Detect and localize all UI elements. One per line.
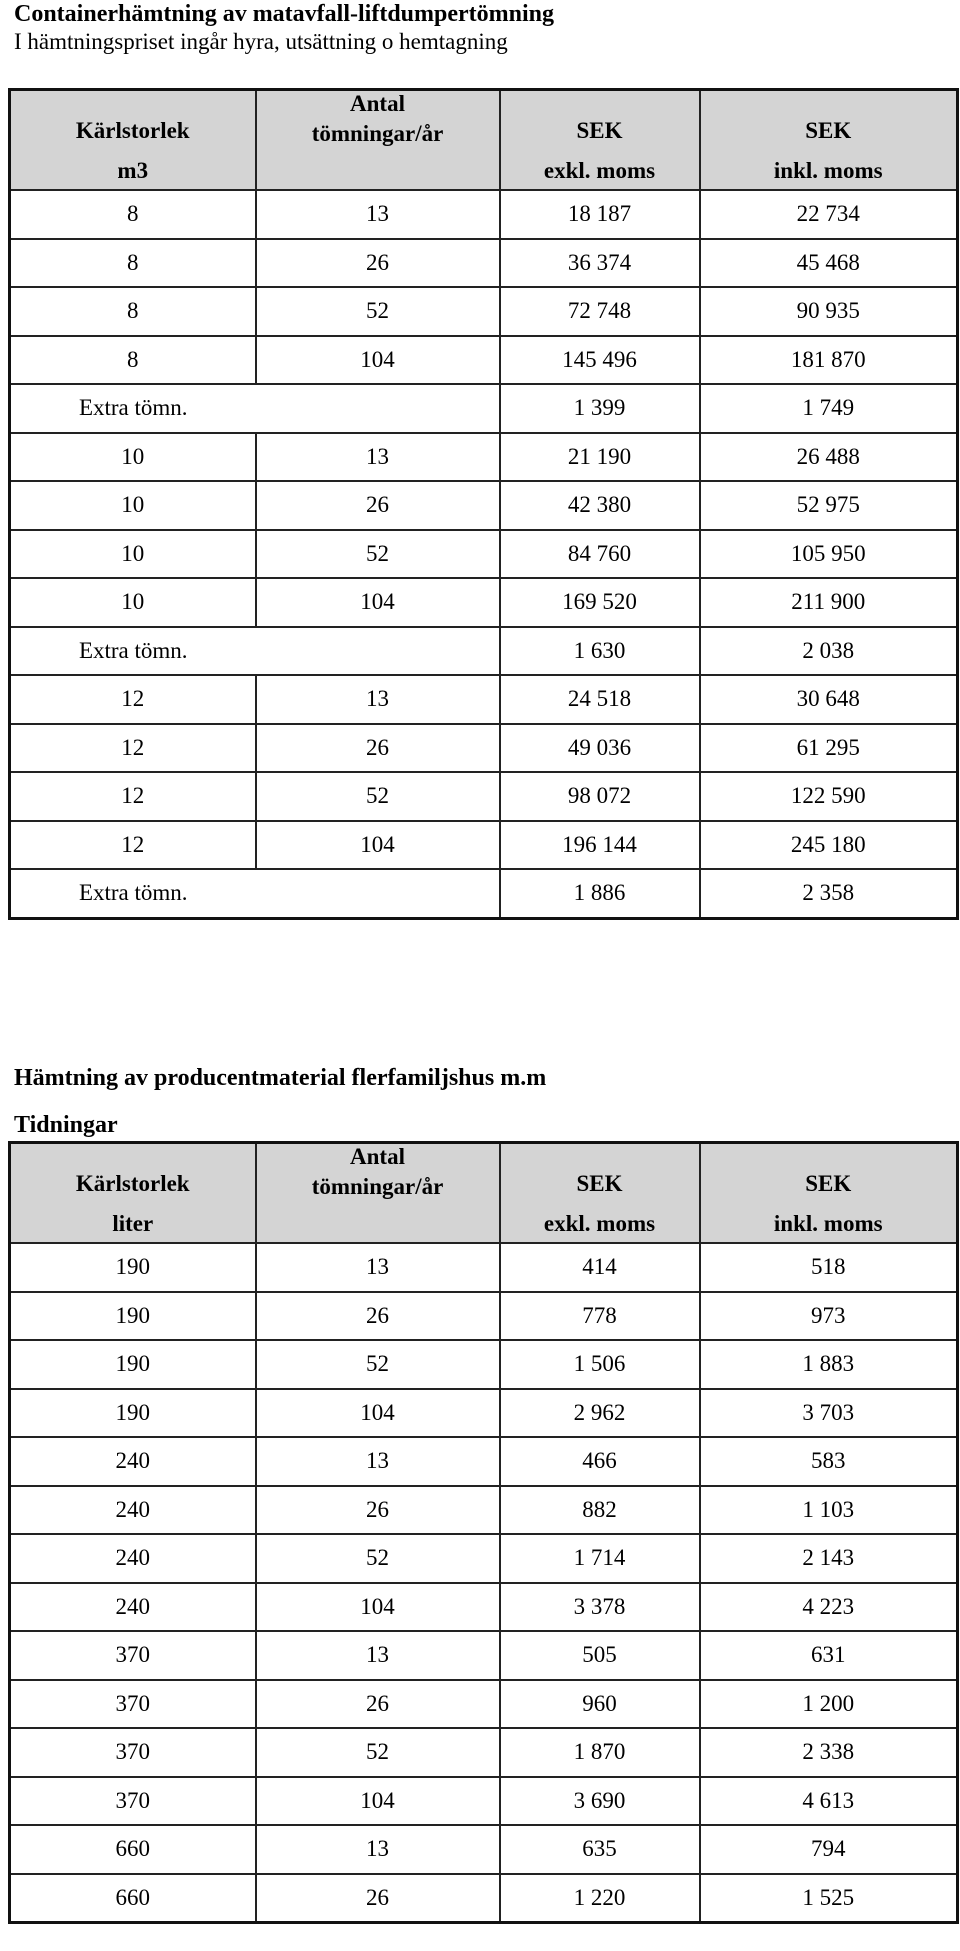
- header-count-label-top: Antal: [350, 91, 405, 116]
- cell-count: 104: [256, 1583, 500, 1632]
- table-row: [10, 1583, 958, 1632]
- table-row: [10, 772, 958, 821]
- cell-price-excl: 960: [500, 1680, 700, 1729]
- cell-price-excl: 49 036: [500, 724, 700, 773]
- cell-size: 240: [10, 1534, 256, 1583]
- cell-price-excl: 145 496: [500, 336, 700, 385]
- container-price-table: [8, 88, 959, 920]
- cell-price-excl: 1 630: [500, 627, 700, 676]
- cell-price-excl: 21 190: [500, 433, 700, 482]
- section2-title: Hämtning av producentmaterial flerfamiljshus m.m: [14, 1065, 547, 1091]
- cell-price-excl: 1 220: [500, 1874, 700, 1923]
- cell-extra-label: Extra tömn.: [10, 627, 256, 676]
- cell-size: 8: [10, 287, 256, 336]
- cell-price-incl: 30 648: [700, 675, 958, 724]
- cell-size: 370: [10, 1631, 256, 1680]
- cell-size: 370: [10, 1680, 256, 1729]
- header-size: [10, 90, 256, 191]
- cell-price-incl: 2 358: [700, 869, 958, 918]
- cell-size: 190: [10, 1243, 256, 1292]
- cell-price-incl: 4 223: [700, 1583, 958, 1632]
- table-row: [10, 190, 958, 239]
- cell-price-incl: 26 488: [700, 433, 958, 482]
- cell-count: 13: [256, 1437, 500, 1486]
- table-row: [10, 1680, 958, 1729]
- cell-price-excl: 36 374: [500, 239, 700, 288]
- section1-subtitle: I hämtningspriset ingår hyra, utsättning o hemtagning: [14, 29, 508, 54]
- cell-price-excl: 635: [500, 1825, 700, 1874]
- table-row: [10, 1340, 958, 1389]
- header-count-label-bottom: tömningar/år: [311, 1174, 444, 1199]
- header-count-label-top: Antal: [350, 1144, 405, 1169]
- cell-size: 8: [10, 190, 256, 239]
- cell-empty: [256, 627, 500, 676]
- cell-count: 104: [256, 1389, 500, 1438]
- cell-price-excl: 1 714: [500, 1534, 700, 1583]
- header-count: [256, 1143, 500, 1244]
- cell-price-incl: 90 935: [700, 287, 958, 336]
- cell-price-excl: 778: [500, 1292, 700, 1341]
- table-row: [10, 821, 958, 870]
- table-row: [10, 869, 958, 918]
- cell-empty: [256, 384, 500, 433]
- cell-count: 13: [256, 190, 500, 239]
- header-excl: [500, 90, 700, 191]
- cell-size: 660: [10, 1825, 256, 1874]
- cell-price-incl: 122 590: [700, 772, 958, 821]
- cell-size: 8: [10, 336, 256, 385]
- cell-size: 12: [10, 724, 256, 773]
- cell-count: 104: [256, 1777, 500, 1826]
- header-excl-label: SEK: [576, 118, 623, 143]
- header-incl: [700, 90, 958, 191]
- cell-price-excl: 98 072: [500, 772, 700, 821]
- cell-price-excl: 1 399: [500, 384, 700, 433]
- table-row: [10, 1292, 958, 1341]
- cell-count: 26: [256, 1486, 500, 1535]
- cell-price-incl: 211 900: [700, 578, 958, 627]
- cell-price-incl: 631: [700, 1631, 958, 1680]
- cell-price-incl: 2 143: [700, 1534, 958, 1583]
- cell-price-excl: 84 760: [500, 530, 700, 579]
- cell-size: 10: [10, 530, 256, 579]
- cell-count: 104: [256, 578, 500, 627]
- cell-price-excl: 1 870: [500, 1728, 700, 1777]
- cell-count: 26: [256, 1292, 500, 1341]
- cell-price-incl: 45 468: [700, 239, 958, 288]
- cell-count: 26: [256, 481, 500, 530]
- newspaper-price-table: [8, 1141, 959, 1924]
- cell-price-incl: 794: [700, 1825, 958, 1874]
- cell-count: 52: [256, 1534, 500, 1583]
- cell-size: 8: [10, 239, 256, 288]
- table-row: [10, 578, 958, 627]
- cell-price-excl: 24 518: [500, 675, 700, 724]
- table-row: [10, 1486, 958, 1535]
- cell-count: 52: [256, 530, 500, 579]
- cell-count: 52: [256, 1340, 500, 1389]
- cell-price-excl: 169 520: [500, 578, 700, 627]
- header-incl-label: SEK: [805, 1171, 852, 1196]
- cell-price-incl: 2 038: [700, 627, 958, 676]
- cell-count: 13: [256, 675, 500, 724]
- table-row: [10, 1825, 958, 1874]
- cell-size: 370: [10, 1728, 256, 1777]
- header-excl: [500, 1143, 700, 1244]
- cell-price-incl: 105 950: [700, 530, 958, 579]
- table-row: [10, 336, 958, 385]
- cell-size: 240: [10, 1486, 256, 1535]
- header-excl-unit: exkl. moms: [543, 158, 656, 183]
- cell-price-incl: 181 870: [700, 336, 958, 385]
- table-row: [10, 287, 958, 336]
- header-size-label: Kärlstorlek: [75, 1171, 190, 1196]
- cell-price-incl: 1 749: [700, 384, 958, 433]
- cell-price-incl: 245 180: [700, 821, 958, 870]
- cell-price-incl: 4 613: [700, 1777, 958, 1826]
- header-excl-label: SEK: [576, 1171, 623, 1196]
- table-row: [10, 675, 958, 724]
- cell-price-incl: 973: [700, 1292, 958, 1341]
- header-incl-unit: inkl. moms: [773, 158, 883, 183]
- table-row: [10, 530, 958, 579]
- header-count-label-bottom: tömningar/år: [311, 121, 444, 146]
- table-header-row: [10, 1143, 958, 1244]
- table-row: [10, 1389, 958, 1438]
- table-row: [10, 1534, 958, 1583]
- cell-price-incl: 3 703: [700, 1389, 958, 1438]
- cell-price-incl: 61 295: [700, 724, 958, 773]
- cell-price-excl: 505: [500, 1631, 700, 1680]
- cell-price-incl: 583: [700, 1437, 958, 1486]
- cell-price-incl: 1 103: [700, 1486, 958, 1535]
- header-incl-unit: inkl. moms: [773, 1211, 883, 1236]
- cell-count: 13: [256, 433, 500, 482]
- cell-price-incl: 2 338: [700, 1728, 958, 1777]
- cell-count: 26: [256, 239, 500, 288]
- table-row: [10, 1243, 958, 1292]
- cell-count: 52: [256, 287, 500, 336]
- cell-price-incl: 1 200: [700, 1680, 958, 1729]
- cell-price-excl: 2 962: [500, 1389, 700, 1438]
- cell-price-excl: 1 506: [500, 1340, 700, 1389]
- cell-price-excl: 18 187: [500, 190, 700, 239]
- cell-size: 190: [10, 1292, 256, 1341]
- cell-price-excl: 1 886: [500, 869, 700, 918]
- cell-count: 26: [256, 1874, 500, 1923]
- cell-count: 52: [256, 1728, 500, 1777]
- cell-price-excl: 196 144: [500, 821, 700, 870]
- cell-size: 10: [10, 578, 256, 627]
- cell-price-incl: 52 975: [700, 481, 958, 530]
- header-size-unit: m3: [117, 158, 149, 183]
- header-incl: [700, 1143, 958, 1244]
- section1-title: Containerhämtning av matavfall-liftdumpertömning: [14, 1, 554, 27]
- cell-price-excl: 3 690: [500, 1777, 700, 1826]
- table-row: [10, 1777, 958, 1826]
- header-size: [10, 1143, 256, 1244]
- cell-size: 240: [10, 1437, 256, 1486]
- cell-size: 370: [10, 1777, 256, 1826]
- cell-size: 12: [10, 675, 256, 724]
- cell-size: 240: [10, 1583, 256, 1632]
- header-size-unit: liter: [112, 1211, 154, 1236]
- table-row: [10, 239, 958, 288]
- cell-size: 12: [10, 821, 256, 870]
- cell-price-excl: 882: [500, 1486, 700, 1535]
- table-header-row: [10, 90, 958, 191]
- cell-price-incl: 22 734: [700, 190, 958, 239]
- cell-price-excl: 414: [500, 1243, 700, 1292]
- table-row: [10, 1437, 958, 1486]
- cell-empty: [256, 869, 500, 918]
- table-row: [10, 724, 958, 773]
- cell-size: 190: [10, 1389, 256, 1438]
- cell-extra-label: Extra tömn.: [10, 869, 256, 918]
- cell-count: 104: [256, 336, 500, 385]
- cell-price-incl: 1 525: [700, 1874, 958, 1923]
- table-row: [10, 1728, 958, 1777]
- cell-price-excl: 3 378: [500, 1583, 700, 1632]
- cell-price-incl: 1 883: [700, 1340, 958, 1389]
- cell-size: 10: [10, 481, 256, 530]
- cell-price-excl: 42 380: [500, 481, 700, 530]
- header-incl-label: SEK: [805, 118, 852, 143]
- header-excl-unit: exkl. moms: [543, 1211, 656, 1236]
- cell-size: 190: [10, 1340, 256, 1389]
- cell-price-incl: 518: [700, 1243, 958, 1292]
- header-size-label: Kärlstorlek: [75, 118, 190, 143]
- cell-size: 12: [10, 772, 256, 821]
- cell-count: 13: [256, 1825, 500, 1874]
- table-row: [10, 1631, 958, 1680]
- cell-count: 26: [256, 724, 500, 773]
- cell-extra-label: Extra tömn.: [10, 384, 256, 433]
- cell-count: 104: [256, 821, 500, 870]
- table-row: [10, 1874, 958, 1923]
- cell-price-excl: 466: [500, 1437, 700, 1486]
- cell-count: 52: [256, 772, 500, 821]
- table-row: [10, 433, 958, 482]
- cell-count: 26: [256, 1680, 500, 1729]
- cell-count: 13: [256, 1631, 500, 1680]
- cell-count: 13: [256, 1243, 500, 1292]
- table-row: [10, 384, 958, 433]
- cell-size: 10: [10, 433, 256, 482]
- section2-subtitle: Tidningar: [14, 1112, 118, 1138]
- cell-price-excl: 72 748: [500, 287, 700, 336]
- header-count: [256, 90, 500, 191]
- cell-size: 660: [10, 1874, 256, 1923]
- table-row: [10, 627, 958, 676]
- table-row: [10, 481, 958, 530]
